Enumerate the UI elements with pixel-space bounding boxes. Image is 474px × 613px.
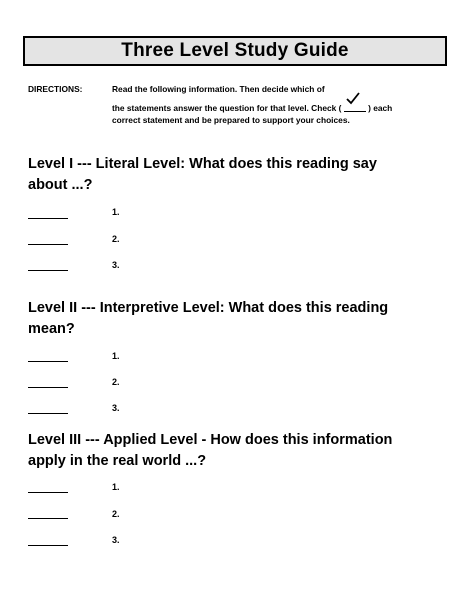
directions-line-2-start: the statements answer the question for that level. Check ( (112, 103, 342, 113)
level-3-heading-line-2: apply in the real world ...? (28, 453, 207, 469)
item-number: 2. (112, 234, 120, 244)
directions-line-3: correct statement and be prepared to support your choices. (112, 115, 350, 125)
item-number: 1. (112, 351, 120, 361)
item-number: 1. (112, 482, 120, 492)
answer-blank[interactable] (28, 244, 68, 245)
level-2-heading-line-2: mean? (28, 321, 75, 337)
directions-line-2-end: ) each (368, 103, 393, 113)
item-number: 2. (112, 377, 120, 387)
answer-blank[interactable] (28, 218, 68, 219)
level-1-heading-line-1: Level I --- Literal Level: What does this reading say (28, 156, 377, 172)
item-number: 3. (112, 535, 120, 545)
answer-blank[interactable] (28, 361, 68, 362)
level-2-heading-line-1: Level II --- Interpretive Level: What does this reading (28, 300, 389, 316)
check-blank (344, 101, 366, 111)
answer-blank[interactable] (28, 270, 68, 271)
level-1-heading (28, 154, 448, 196)
answer-blank[interactable] (28, 387, 68, 388)
answer-blank[interactable] (28, 545, 68, 546)
level-2-heading (28, 298, 448, 340)
answer-blank[interactable] (28, 492, 68, 493)
directions-label: DIRECTIONS: (28, 84, 83, 94)
page-title: Three Level Study Guide (121, 40, 349, 61)
level-3-heading (28, 430, 448, 472)
answer-blank[interactable] (28, 518, 68, 519)
item-number: 2. (112, 509, 120, 519)
title-box (23, 36, 447, 66)
directions-line-1: Read the following information. Then decide which of (112, 84, 325, 94)
item-number: 3. (112, 403, 120, 413)
level-3-heading-line-1: Level III --- Applied Level - How does this information (28, 432, 393, 448)
checkmark-icon (346, 92, 360, 105)
directions-line-2 (112, 101, 392, 113)
level-1-heading-line-2: about ...? (28, 177, 93, 193)
answer-blank[interactable] (28, 413, 68, 414)
item-number: 1. (112, 207, 120, 217)
item-number: 3. (112, 260, 120, 270)
